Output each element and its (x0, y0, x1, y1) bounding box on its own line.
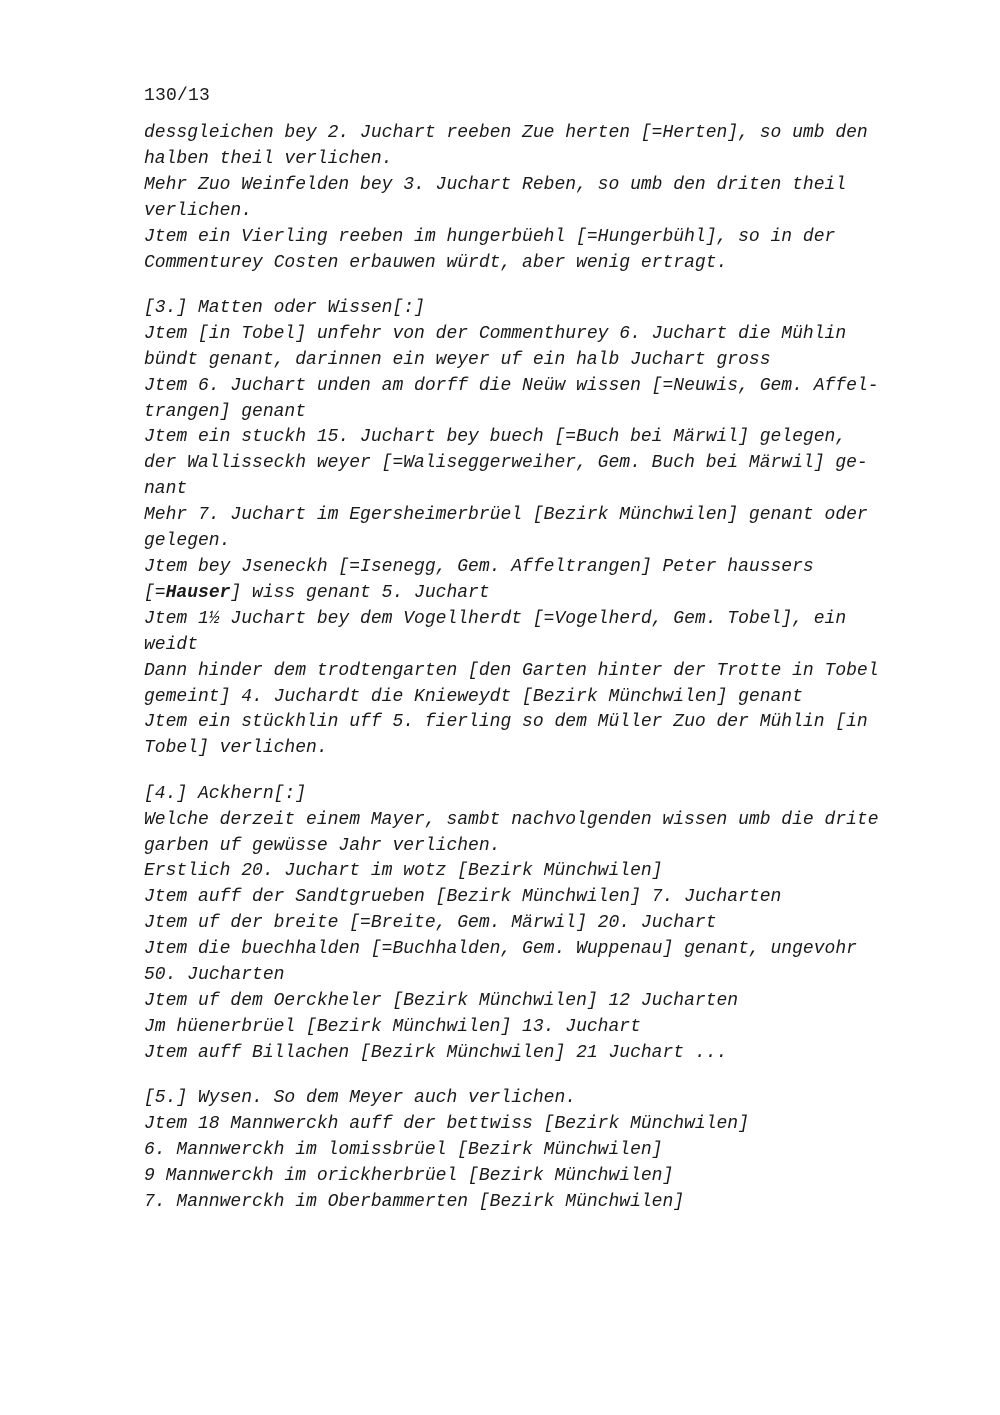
text-line: Mehr 7. Juchart im Egersheimerbrüel [Bezirk Münchwilen] genant oder (144, 505, 868, 526)
text-line: Jtem auff der Sandtgrueben [Bezirk Münchwilen] 7. Jucharten (144, 887, 782, 908)
text-line: Jtem uf der breite [=Breite, Gem. Märwil] 20. Juchart (144, 913, 717, 934)
text-line: Welche derzeit einem Mayer, sambt nachvolgenden wissen umb die drite (144, 809, 879, 830)
text-line: bündt genant, darinnen ein weyer uf ein halb Juchart gross (144, 349, 771, 370)
text-line: Jtem 18 Mannwerckh auff der bettwiss [Bezirk Münchwilen] (144, 1114, 749, 1135)
text-line: 9 Mannwerckh im orickherbrüel [Bezirk Münchwilen] (144, 1165, 674, 1186)
section-heading: [3.] Matten oder Wissen[:] (144, 297, 425, 318)
text-line: 6. Mannwerckh im lomissbrüel [Bezirk Münchwilen] (144, 1140, 663, 1161)
text-line: 50. Jucharten (144, 965, 285, 986)
text-line: der Wallisseckh weyer [=Waliseggerweiher, Gem. Buch bei Märwil] ge- (144, 453, 868, 474)
text-line: verlichen. (144, 200, 253, 221)
text-line: Dann hinder dem trodtengarten [den Garten hinter der Trotte in Tobel (144, 660, 879, 681)
text-line: Jtem 6. Juchart unden am dorff die Neüw wissen [=Neuwis, Gem. Affel- (144, 375, 879, 396)
section-matten-oder-wissen (144, 296, 914, 762)
text-line: Erstlich 20. Juchart im wotz [Bezirk Münchwilen] (144, 861, 663, 882)
text-line: Jtem ein stückhlin uff 5. fierling so dem Müller Zuo der Mühlin [in (144, 712, 868, 733)
text-line: Jtem ein Vierling reeben im hungerbüehl [=Hungerbühl], so in der (144, 226, 836, 247)
section-ackhern (144, 782, 914, 1067)
text-fragment: ] wiss genant 5. Juchart (230, 582, 490, 603)
text-line: Jtem ein stuckh 15. Juchart bey buech [=Buch bei Märwil] gelegen, (144, 427, 847, 448)
text-line: Jtem bey Jseneckh [=Isenegg, Gem. Affeltrangen] Peter haussers (144, 557, 814, 577)
text-line: trangen] genant (144, 401, 307, 422)
text-line: Jtem auff Billachen [Bezirk Münchwilen] 21 Juchart ... (144, 1042, 728, 1063)
text-line-with-bold (144, 581, 914, 607)
text-line: dessgleichen bey 2. Juchart reeben Zue herten [=Herten], so umb den (144, 123, 868, 143)
section-heading: [4.] Ackhern[:] (144, 783, 307, 804)
text-line: Tobel] verlichen. (144, 738, 328, 759)
bold-name: Hauser (165, 582, 231, 603)
text-line: garben uf gewüsse Jahr verlichen. (144, 835, 501, 856)
paragraph-vineyards (144, 121, 914, 276)
text-fragment: [= (144, 582, 166, 603)
document-body (144, 121, 914, 1235)
text-line: halben theil verlichen. (144, 148, 393, 169)
section-heading: [5.] Wysen. So dem Meyer auch verlichen. (144, 1088, 577, 1109)
text-line: nant (144, 479, 188, 500)
text-line: weidt (144, 634, 199, 655)
text-line: Jtem die buechhalden [=Buchhalden, Gem. Wuppenau] genant, ungevohr (144, 939, 857, 960)
text-line: gelegen. (144, 531, 231, 552)
text-line: gemeint] 4. Juchardt die Knieweydt [Bezirk Münchwilen] genant (144, 686, 803, 707)
text-line: Mehr Zuo Weinfelden bey 3. Juchart Reben, so umb den driten theil (144, 174, 847, 195)
text-line: Jtem uf dem Oerckheler [Bezirk Münchwilen] 12 Jucharten (144, 991, 739, 1011)
page-number: 130/13 (144, 86, 211, 106)
text-line: Jtem 1½ Juchart bey dem Vogellherdt [=Vogelherd, Gem. Tobel], ein (144, 608, 847, 629)
text-line: Jtem [in Tobel] unfehr von der Commenthurey 6. Juchart die Mühlin (144, 323, 847, 344)
text-line: Commenturey Costen erbauwen würdt, aber wenig ertragt. (144, 252, 728, 273)
section-wysen (144, 1086, 914, 1216)
text-line: Jm hüenerbrüel [Bezirk Münchwilen] 13. Juchart (144, 1016, 641, 1037)
text-line: 7. Mannwerckh im Oberbammerten [Bezirk Münchwilen] (144, 1191, 685, 1212)
